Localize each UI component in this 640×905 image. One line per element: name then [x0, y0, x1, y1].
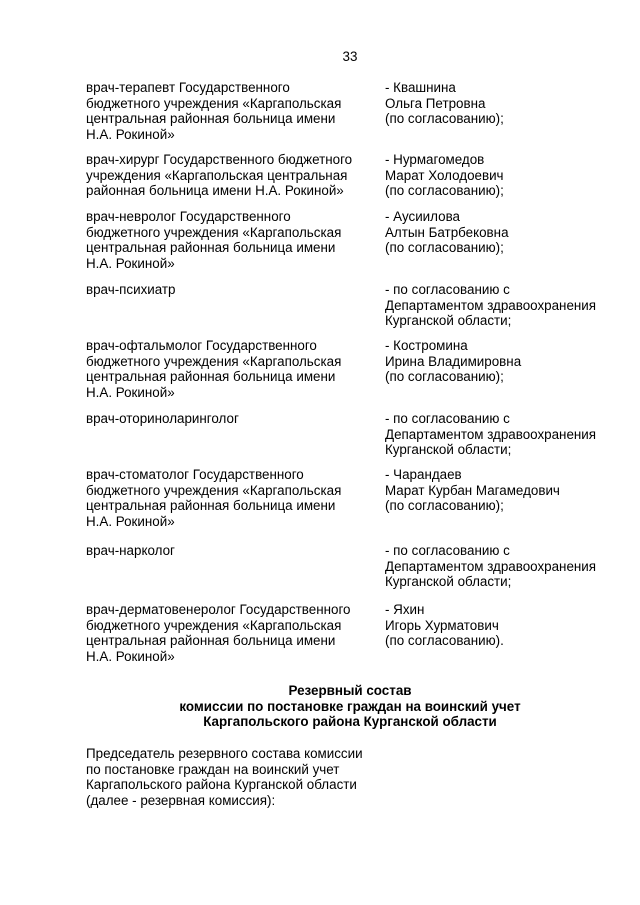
- member-role: врач-дерматовенеролог Государственного бюджетного учреждения «Каргапольская центральная районная больница имени Н.А. Рокиной»: [86, 602, 351, 665]
- member-person: - Квашнина Ольга Петровна (по согласованию);: [385, 80, 504, 127]
- member-person: - Нурмагомедов Марат Холодоевич (по согласованию);: [385, 152, 504, 199]
- member-role: врач-психиатр: [86, 282, 176, 297]
- chairman-paragraph: Председатель резервного состава комиссии по постановке граждан на воинский учет Каргапольского района Курганской области (далее - резервная комиссия):: [86, 746, 363, 809]
- member-person: - Аусиилова Алтын Батрбековна (по согласованию);: [385, 209, 509, 256]
- member-person: - Яхин Игорь Хурматович (по согласованию).: [385, 602, 504, 649]
- member-person: - по согласованию с Департаментом здравоохранения Курганской области;: [385, 282, 597, 329]
- member-role: врач-оториноларинголог: [86, 411, 239, 426]
- member-role: врач-терапевт Государственного бюджетного учреждения «Каргапольская центральная районная больница имени Н.А. Рокиной»: [86, 80, 342, 143]
- member-person: - Костромина Ирина Владимировна (по согласованию);: [385, 338, 522, 385]
- member-person: - по согласованию с Департаментом здравоохранения Курганской области;: [385, 543, 597, 590]
- member-role: врач-стоматолог Государственного бюджетного учреждения «Каргапольская центральная районная больница имени Н.А. Рокиной»: [86, 467, 342, 530]
- member-person: - Чарандаев Марат Курбан Магамедович (по согласованию);: [385, 467, 560, 514]
- member-person: - по согласованию с Департаментом здравоохранения Курганской области;: [385, 411, 597, 458]
- member-role: врач-хирург Государственного бюджетного учреждения «Каргапольская центральная районная больница имени Н.А. Рокиной»: [86, 152, 353, 199]
- page-number: 33: [342, 49, 358, 64]
- member-role: врач-нарколог: [86, 543, 175, 558]
- section-heading: Резервный состав комиссии по постановке граждан на воинский учет Каргапольского района Курганской области: [179, 683, 521, 730]
- member-role: врач-офтальмолог Государственного бюджетного учреждения «Каргапольская центральная районная больница имени Н.А. Рокиной»: [86, 338, 342, 401]
- member-role: врач-невролог Государственного бюджетного учреждения «Каргапольская центральная районная больница имени Н.А. Рокиной»: [86, 209, 342, 272]
